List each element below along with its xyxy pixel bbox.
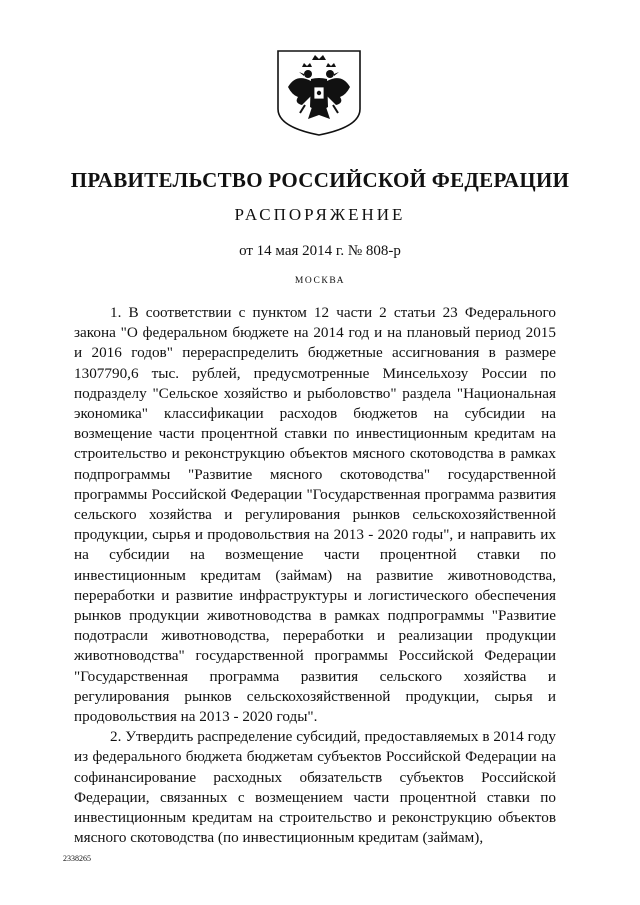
paragraph-2: 2. Утвердить распределение субсидий, предоставляемых в 2014 году из федерального бюджета бюджетам субъектов Российской Федерации на софинансирование расходных обязательств субъектов Российской Федерации, связанных с возмещением части процентной ставки по инвестиционным кредитам на строительство и реконструкцию объектов мясного скотоводства (по инвестиционным кредитам (займам), [74, 728, 556, 847]
paragraph-1: 1. В соответствии с пунктом 12 части 2 статьи 23 Федерального закона "О федеральном бюджете на 2014 год и на плановый период 2015 и 2016 годов" перераспределить бюджетные ассигнования в размере 1307790,6 тыс. рублей, предусмотренные Минсельхозу России по подразделу "Сельское хозяйство и рыболовство" раздела "Национальная экономика" классификации расходов бюджетов на субсидии на возмещение части процентной ставки по инвестиционным кредитам на строительство и реконструкцию объектов мясного скотоводства в рамках подпрограммы "Развитие мясного скотоводства" государственной программы Российской Федерации "Государственная программа развития сельского хозяйства и регулирования рынков сельскохозяйственной продукции, сырья и продовольствия на 2013 - 2020 годы", и направить их на субсидии на возмещение части процентной ставки по инвестиционным кредитам (займам) на развитие животноводства, переработки и развитие инфраструктуры и логистического обеспечения рынков продукции животноводства в рамках подпрограммы "Развитие подотрасли животноводства, переработки и реализации продукции животноводства" государственной программы Российской Федерации "Государственная программа развития сельского хозяйства и регулирования рынков сельскохозяйственной продукции, сырья и продовольствия на 2013 - 2020 годы". [74, 304, 556, 726]
document-code: 2338265 [63, 854, 91, 863]
document-type: РАСПОРЯЖЕНИЕ [234, 205, 406, 224]
government-title: ПРАВИТЕЛЬСТВО РОССИЙСКОЙ ФЕДЕРАЦИИ [70, 168, 570, 192]
russian-coat-of-arms-icon [272, 47, 366, 137]
document-city: МОСКВА [294, 276, 346, 286]
document-body [74, 303, 556, 848]
document-date-number: от 14 мая 2014 г. № 808-р [239, 243, 401, 259]
